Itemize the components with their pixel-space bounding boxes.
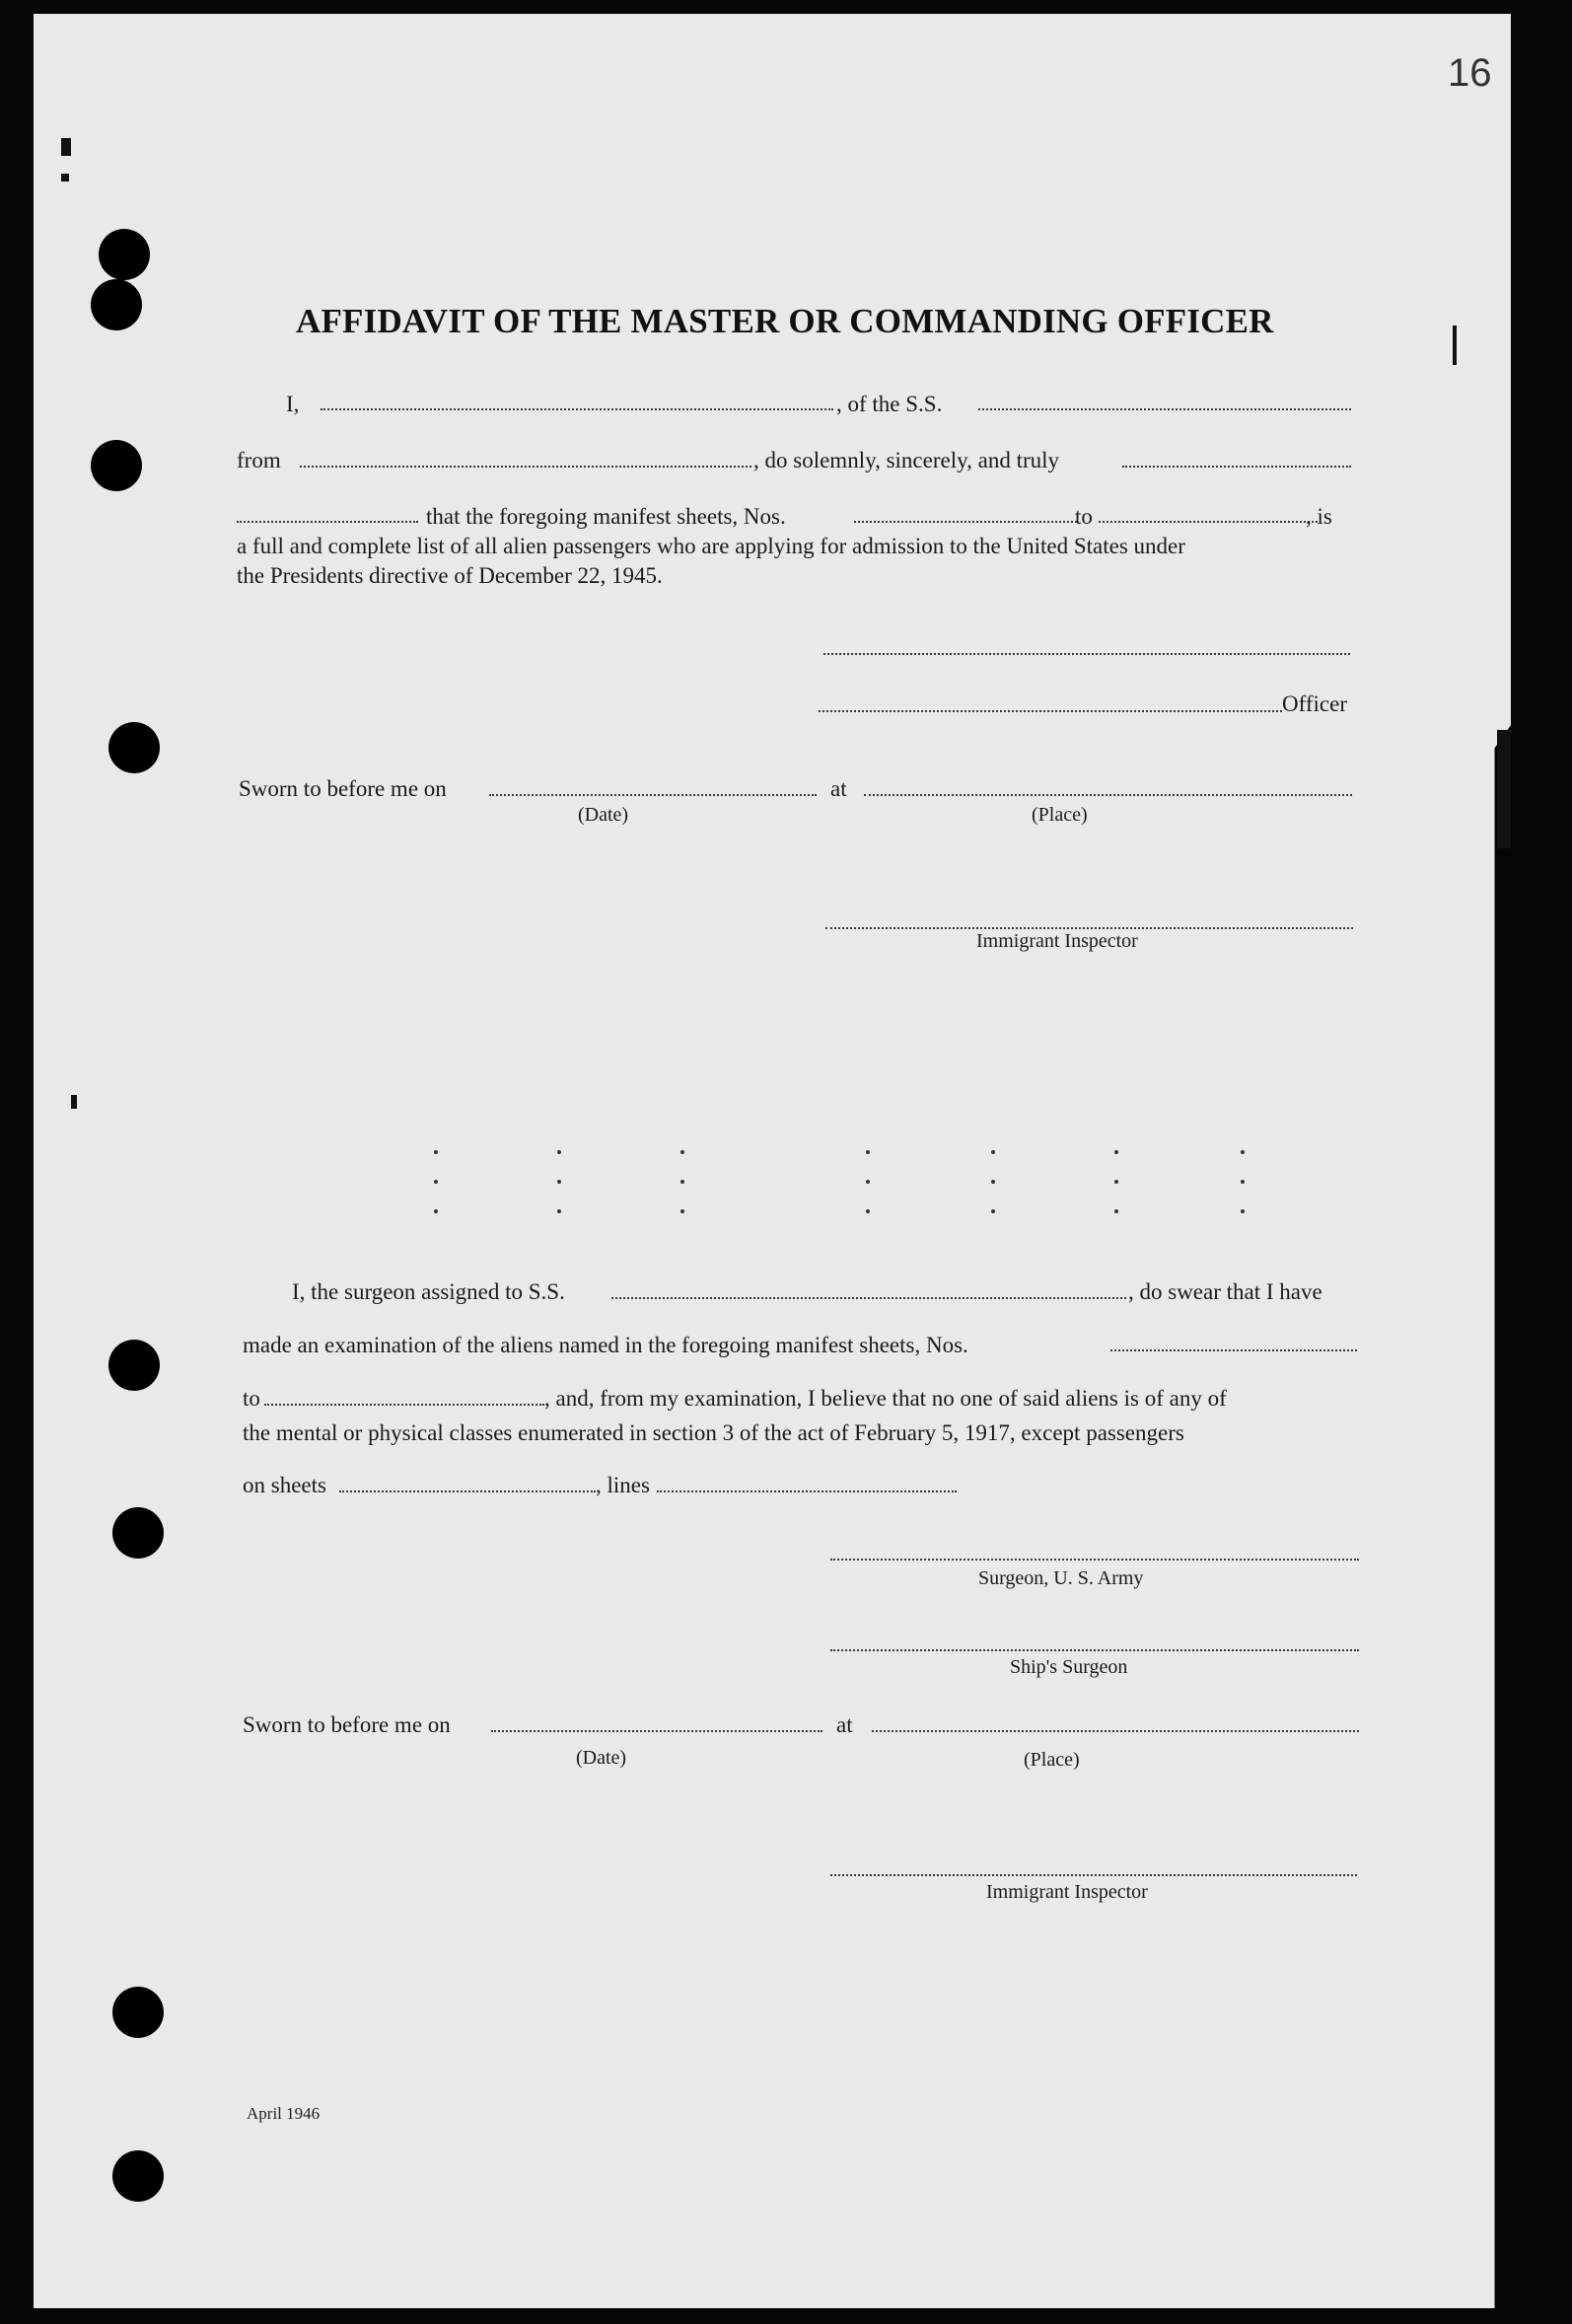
punch-hole xyxy=(108,722,160,773)
surgeon-inspector-signature-field[interactable] xyxy=(830,1874,1357,1876)
master-is: , is xyxy=(1306,504,1332,529)
surgeon-line-1-end: , do swear that I have xyxy=(1128,1279,1322,1304)
army-surgeon-label: Surgeon, U. S. Army xyxy=(978,1567,1144,1589)
scan-mark xyxy=(1497,730,1511,848)
surgeon-line-1: I, the surgeon assigned to S.S. xyxy=(292,1279,565,1304)
dot-pattern xyxy=(866,1150,870,1154)
dot-pattern xyxy=(1241,1209,1245,1213)
surgeon-on-sheets: on sheets xyxy=(243,1473,326,1497)
scan-mark xyxy=(1453,326,1457,365)
dot-pattern xyxy=(866,1180,870,1184)
master-sworn: Sworn to before me on xyxy=(239,776,447,801)
dot-pattern xyxy=(1241,1150,1245,1154)
punch-hole xyxy=(112,1987,164,2038)
surgeon-sworn-date-field[interactable] xyxy=(491,1730,822,1732)
master-statement-line-5: the Presidents directive of December 22, 1945. xyxy=(237,563,663,588)
surgeon-sheets-from-field[interactable] xyxy=(1110,1349,1357,1351)
army-surgeon-signature-field[interactable] xyxy=(830,1559,1359,1561)
surgeon-to: to xyxy=(243,1386,260,1411)
dot-pattern xyxy=(1241,1180,1245,1184)
dot-pattern xyxy=(557,1150,561,1154)
master-at: at xyxy=(830,776,847,801)
master-sworn-date-field[interactable] xyxy=(489,794,817,796)
master-statement-line-4: a full and complete list of all alien passengers who are applying for admission to the United States under xyxy=(237,534,1185,558)
scan-mark xyxy=(61,138,71,156)
master-date-label: (Date) xyxy=(578,804,629,826)
dot-pattern xyxy=(991,1150,995,1154)
master-to: to xyxy=(1075,504,1093,529)
exception-sheets-field[interactable] xyxy=(339,1490,596,1492)
punch-hole xyxy=(112,2150,164,2202)
dot-pattern xyxy=(991,1180,995,1184)
officer-title-field[interactable] xyxy=(819,710,1282,712)
punch-hole xyxy=(112,1507,164,1559)
dot-pattern xyxy=(1114,1150,1118,1154)
scan-mark xyxy=(71,1095,77,1109)
master-inspector-signature-field[interactable] xyxy=(825,927,1353,929)
sheets-to-field[interactable] xyxy=(1099,521,1318,523)
master-inspector-label: Immigrant Inspector xyxy=(976,930,1138,952)
paper-sheet xyxy=(34,14,1511,2308)
page-number: 16 xyxy=(1448,51,1492,95)
master-solemnly: , do solemnly, sincerely, and truly xyxy=(753,448,1060,472)
officer-label: Officer xyxy=(1282,691,1347,716)
surgeon-sheets-to-field[interactable] xyxy=(264,1404,544,1406)
dot-pattern xyxy=(557,1209,561,1213)
ship-name-field[interactable] xyxy=(978,408,1351,410)
dot-pattern xyxy=(434,1150,438,1154)
form-title: AFFIDAVIT OF THE MASTER OR COMMANDING OFFICER xyxy=(296,302,1274,340)
master-sworn-place-field[interactable] xyxy=(864,794,1352,796)
master-from: from xyxy=(237,448,281,472)
surgeon-sworn-place-field[interactable] xyxy=(872,1730,1359,1732)
punch-hole xyxy=(91,279,142,330)
surgeon-at: at xyxy=(836,1712,853,1737)
punch-hole xyxy=(99,229,150,280)
dot-pattern xyxy=(434,1180,438,1184)
dot-pattern xyxy=(680,1180,684,1184)
form-date-footer: April 1946 xyxy=(247,2104,321,2123)
ship-surgeon-label: Ship's Surgeon xyxy=(1010,1656,1128,1678)
master-name-field[interactable] xyxy=(321,408,833,410)
punch-hole xyxy=(91,440,142,491)
master-i: I, xyxy=(286,392,300,416)
dot-pattern xyxy=(680,1150,684,1154)
surgeon-sworn: Sworn to before me on xyxy=(243,1712,451,1737)
dot-pattern xyxy=(557,1180,561,1184)
master-foregoing: that the foregoing manifest sheets, Nos. xyxy=(426,504,786,529)
oath-field-2[interactable] xyxy=(237,521,418,523)
dot-pattern xyxy=(1114,1209,1118,1213)
sheets-from-field[interactable] xyxy=(854,521,1077,523)
master-signature-field[interactable] xyxy=(823,653,1350,655)
scan-mark xyxy=(61,174,69,182)
surgeon-line-2: made an examination of the aliens named in the foregoing manifest sheets, Nos. xyxy=(243,1333,968,1357)
punch-hole xyxy=(108,1340,160,1391)
dot-pattern xyxy=(991,1209,995,1213)
exception-lines-field[interactable] xyxy=(657,1490,957,1492)
dot-pattern xyxy=(680,1209,684,1213)
ship-surgeon-signature-field[interactable] xyxy=(830,1649,1359,1651)
master-of-ss: , of the S.S. xyxy=(836,392,943,416)
surgeon-date-label: (Date) xyxy=(576,1747,627,1769)
port-from-field[interactable] xyxy=(300,466,751,468)
surgeon-ship-field[interactable] xyxy=(611,1297,1126,1299)
surgeon-line-4: the mental or physical classes enumerated in section 3 of the act of February 5, 1917, except passengers xyxy=(243,1420,1184,1445)
dot-pattern xyxy=(434,1209,438,1213)
surgeon-lines: , lines xyxy=(596,1473,650,1497)
surgeon-line-3: , and, from my examination, I believe that no one of said aliens is of any of xyxy=(544,1386,1227,1411)
surgeon-place-label: (Place) xyxy=(1024,1749,1080,1771)
surgeon-inspector-label: Immigrant Inspector xyxy=(986,1881,1148,1903)
dot-pattern xyxy=(1114,1180,1118,1184)
dot-pattern xyxy=(866,1209,870,1213)
oath-field[interactable] xyxy=(1122,466,1351,468)
master-place-label: (Place) xyxy=(1032,804,1088,826)
